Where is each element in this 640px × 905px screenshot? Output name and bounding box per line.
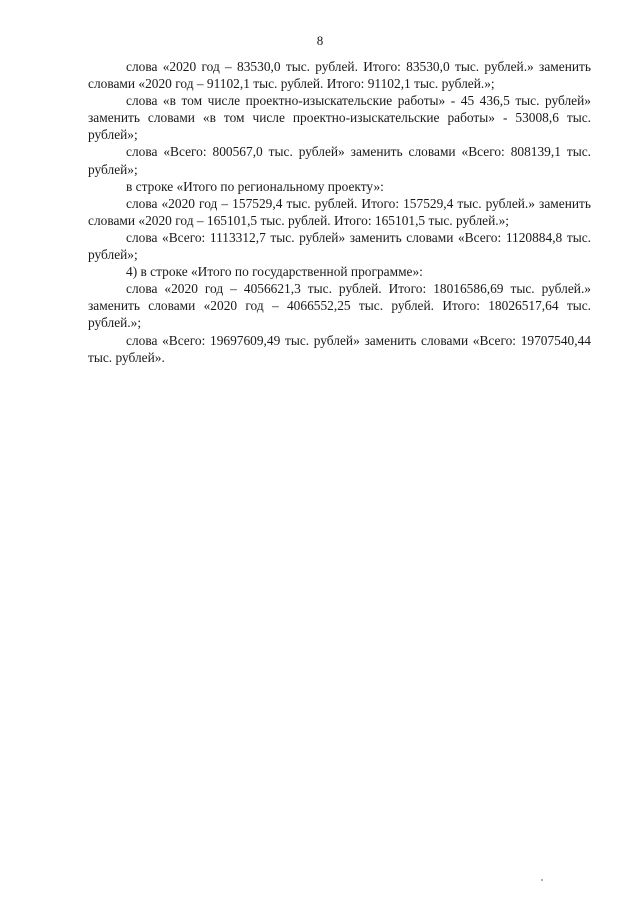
paragraph: слова «Всего: 800567,0 тыс. рублей» заменить словами «Всего: 808139,1 тыс. рублей»; [88,144,591,177]
document-body [88,58,591,366]
paragraph: в строке «Итого по региональному проекту»: [126,178,384,194]
paragraph: слова «2020 год – 83530,0 тыс. рублей. Итого: 83530,0 тыс. рублей.» заменить словами «2020 год – 91102,1 тыс. рублей. Итого: 91102,1 тыс. рублей.»; [88,59,591,92]
page-number: 8 [316,33,324,48]
paragraph: слова «2020 год – 4056621,3 тыс. рублей. Итого: 18016586,69 тыс. рублей.» заменить словами «2020 год – 4066552,25 тыс. рублей. Итого: 18026517,64 тыс. рублей.»; [88,281,591,331]
paragraph: слова «в том числе проектно-изыскательские работы» - 45 436,5 тыс. рублей» заменить словами «в том числе проектно-изыскательские работы» - 53008,6 тыс. рублей»; [88,93,591,143]
paragraph: слова «Всего: 1113312,7 тыс. рублей» заменить словами «Всего: 1120884,8 тыс. рублей»; [88,229,591,263]
paragraph: слова «Всего: 19697609,49 тыс. рублей» заменить словами «Всего: 19707540,44 тыс. рублей». [88,332,591,365]
scan-speck [541,879,543,881]
paragraph: 4) в строке «Итого по государственной программе»: [126,264,423,280]
paragraph: слова «2020 год – 157529,4 тыс. рублей. Итого: 157529,4 тыс. рублей.» заменить словами «2020 год – 165101,5 тыс. рублей. Итого: 165101,5 тыс. рублей.»; [88,195,591,228]
